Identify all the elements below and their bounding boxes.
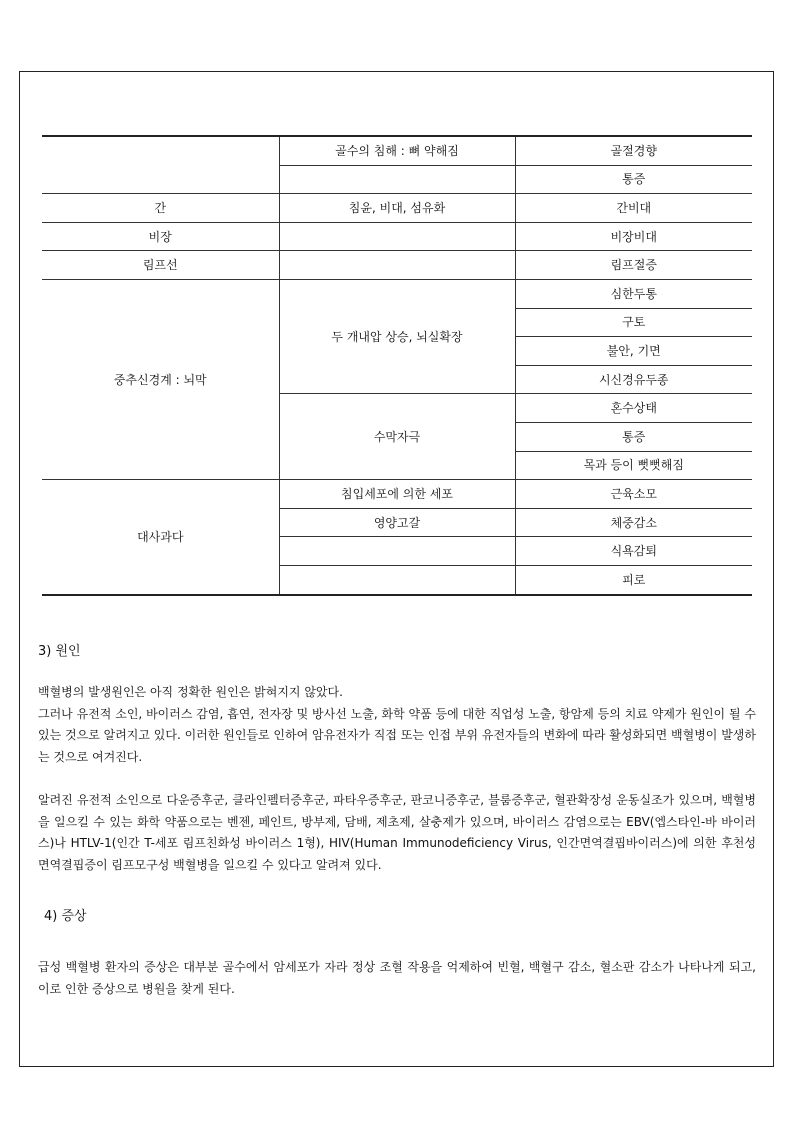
table-cell: 영양고갈	[279, 508, 515, 537]
table-cell: 중추신경계 : 뇌막	[42, 279, 279, 479]
table-cell: 통증	[515, 422, 752, 451]
table-cell	[279, 565, 515, 594]
table-cell: 불안, 기면	[515, 337, 752, 366]
table-cell: 림프절증	[515, 251, 752, 280]
table-cell: 간비대	[515, 194, 752, 223]
table-cell: 피로	[515, 565, 752, 594]
table-cell: 체중감소	[515, 508, 752, 537]
table-cell: 시신경유두종	[515, 365, 752, 394]
table-cell: 골수의 침해 : 뼈 약해짐	[279, 136, 515, 165]
table-row	[42, 136, 752, 165]
section-3-paragraph-1: 백혈병의 발생원인은 아직 정확한 원인은 밝혀지지 않았다. 그러나 유전적 소인, 바이러스 감염, 흡연, 전자장 및 방사선 노출, 화학 약품 등에 대한 직업성 노출, 항암제 등의 치료 약제가 원인이 될 수 있는 것으로 알려지고 있다. 이러한 원인들로 인하여 암유전자가 직접 또는 인접 부위 유전자들의 변화에 따라 활성화되면 백혈병이 발생하는 것으로 여겨진다.	[38, 685, 756, 765]
table-cell: 침입세포에 의한 세포	[279, 480, 515, 509]
table-cell: 비장비대	[515, 222, 752, 251]
symptom-table	[42, 135, 752, 596]
table-cell: 식욕감퇴	[515, 537, 752, 566]
section-4-paragraph-1: 급성 백혈병 환자의 증상은 대부분 골수에서 암세포가 자라 정상 조혈 작용을 억제하여 빈혈, 백혈구 감소, 혈소판 감소가 나타나게 되고, 이로 인한 증상으로 병원을 찾게 된다.	[38, 960, 756, 996]
table-cell: 혼수상태	[515, 394, 752, 423]
table-cell: 통증	[515, 165, 752, 194]
section-3-paragraph-2: 알려진 유전적 소인으로 다운증후군, 클라인펠터증후군, 파타우증후군, 판코니증후군, 블룸증후군, 혈관확장성 운동실조가 있으며, 백혈병을 일으킬 수 있는 화학 약품으로는 벤젠, 페인트, 방부제, 담배, 제초제, 살충제가 있으며, 바이러스 감염으로는 EBV(엡스타인-바 바이러스)나 HTLV-1(인간 T-세포 림프친화성 바이러스 1형), HIV(Human Immunodeficiency Virus, 인간면역결핍바이러스)에 의한 후천성면역결핍증이 림프모구성 백혈병을 일으킬 수 있다고 알려져 있다.	[38, 793, 756, 873]
table-cell: 대사과다	[42, 480, 279, 595]
table-cell: 구토	[515, 308, 752, 337]
table-cell: 침윤, 비대, 섬유화	[279, 194, 515, 223]
table-cell	[279, 222, 515, 251]
section-3-heading: 3) 원인	[38, 644, 81, 659]
table-cell	[279, 537, 515, 566]
table-cell: 림프선	[42, 251, 279, 280]
table-row	[42, 279, 752, 308]
table-cell	[279, 251, 515, 280]
table-cell: 간	[42, 194, 279, 223]
table-cell	[42, 136, 279, 194]
table-cell	[279, 165, 515, 194]
table-cell: 수막자극	[279, 394, 515, 480]
table-cell: 목과 등이 뻣뻣해짐	[515, 451, 752, 480]
table-row	[42, 480, 752, 509]
table-row	[42, 194, 752, 223]
section-4-heading: 4) 증상	[44, 909, 87, 924]
table-cell: 비장	[42, 222, 279, 251]
table-row	[42, 222, 752, 251]
table-cell: 골절경향	[515, 136, 752, 165]
table-cell: 심한두통	[515, 279, 752, 308]
table-cell: 두 개내압 상승, 뇌실확장	[279, 279, 515, 393]
table-cell: 근육소모	[515, 480, 752, 509]
table-row	[42, 251, 752, 280]
